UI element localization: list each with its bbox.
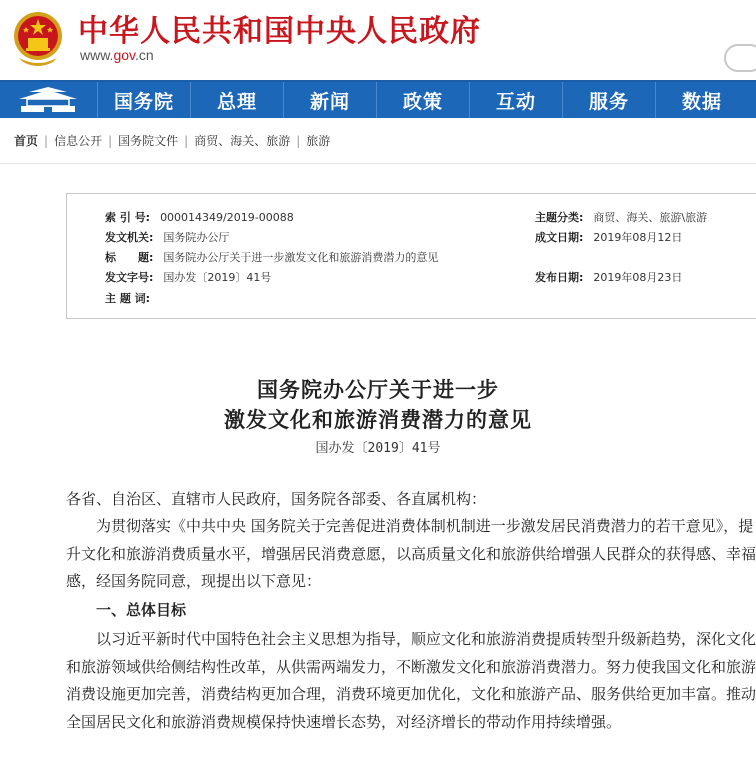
info-issuer-label: 发文机关: <box>105 231 154 244</box>
breadcrumb-home[interactable]: 首页 <box>14 134 39 148</box>
breadcrumb <box>14 132 330 149</box>
nav-item-policy[interactable]: 政策 <box>376 82 469 118</box>
info-category-value: 商贸、海关、旅游\旅游 <box>593 211 708 224</box>
content-divider <box>0 163 756 164</box>
breadcrumb-trade-customs-tourism[interactable]: 商贸、海关、旅游 <box>194 134 291 148</box>
national-emblem-icon[interactable] <box>13 10 63 66</box>
info-published-label: 发布日期: <box>535 271 584 284</box>
info-index-label: 索 引 号: <box>105 211 151 224</box>
article-title-line1: 国务院办公厅关于进一步 <box>257 377 499 402</box>
info-category-row <box>535 209 707 225</box>
info-category-label: 主题分类: <box>535 211 584 224</box>
document-info-table <box>66 193 756 319</box>
breadcrumb-tourism[interactable]: 旅游 <box>306 134 331 148</box>
info-issuer-value: 国务院办公厅 <box>163 231 230 244</box>
article-intro: 为贯彻落实《中共中央 国务院关于完善促进消费体制机制进一步激发居民消费潜力的若干意见》，提升文化和旅游消费质量水平，增强居民消费意愿，以高质量文化和旅游供给增强人民群众的获得感、幸福感，经国务院同意，现提出以下意见： <box>66 517 756 590</box>
info-created-value: 2019年08月12日 <box>593 231 683 244</box>
info-subject-label: 主 题 词: <box>105 292 151 305</box>
breadcrumb-info-public[interactable]: 信息公开 <box>54 134 103 148</box>
info-index-row <box>105 209 294 225</box>
section-1-heading: 一、总体目标 <box>96 601 187 619</box>
nav-item-interaction[interactable]: 互动 <box>469 82 562 118</box>
nav-item-premier[interactable]: 总理 <box>190 82 283 118</box>
section-1-text: 以习近平新时代中国特色社会主义思想为指导，顺应文化和旅游消费提质转型升级新趋势，深化文化和旅游领域供给侧结构性改革，从供需两端发力，不断激发文化和旅游消费潜力。努力使我国文化和旅游消费设施更加完善，消费结构更加合理，消费环境更加优化，文化和旅游产品、服务供给更加丰富。推动全国居民文化和旅游消费规模保持快速增长态势，对经济增长的带动作用持续增强。 <box>66 630 756 731</box>
site-title[interactable]: 中华人民共和国中央人民政府 <box>78 14 481 49</box>
article-salutation: 各省、自治区、直辖市人民政府，国务院各部委、各直属机构： <box>66 490 487 508</box>
search-box[interactable] <box>724 44 756 72</box>
main-nav <box>0 80 756 118</box>
info-index-value: 000014349/2019-00088 <box>160 211 294 224</box>
info-title-label: 标 题: <box>105 251 154 264</box>
nav-item-data[interactable]: 数据 <box>655 82 756 118</box>
info-issuer-row <box>105 229 229 245</box>
article-title-line2: 激发文化和旅游消费潜力的意见 <box>224 407 532 432</box>
info-subject-row <box>105 290 160 306</box>
site-header <box>0 0 756 80</box>
nav-item-news[interactable]: 新闻 <box>283 82 376 118</box>
breadcrumb-state-council-docs[interactable]: 国务院文件 <box>118 134 179 148</box>
url-prefix: www. <box>80 47 114 63</box>
info-published-row <box>535 269 682 285</box>
info-title-value: 国务院办公厅关于进一步激发文化和旅游消费潜力的意见 <box>163 251 439 264</box>
nav-item-state-council[interactable]: 国务院 <box>97 82 190 118</box>
info-created-row <box>535 229 682 245</box>
breadcrumb-separator: | <box>184 134 189 148</box>
nav-home-logo[interactable] <box>0 82 96 118</box>
info-title-row <box>105 249 438 265</box>
url-suffix: .cn <box>135 47 154 63</box>
tiananmen-icon <box>13 86 83 114</box>
article-doc-number: 国办发〔2019〕41号 <box>315 441 441 456</box>
info-created-label: 成文日期: <box>535 231 584 244</box>
breadcrumb-separator: | <box>296 134 301 148</box>
nav-item-service[interactable]: 服务 <box>562 82 655 118</box>
info-docno-label: 发文字号: <box>105 271 154 284</box>
breadcrumb-separator: | <box>108 134 113 148</box>
info-published-value: 2019年08月23日 <box>593 271 683 284</box>
url-brand: gov <box>113 47 135 63</box>
info-docno-value: 国办发〔2019〕41号 <box>163 271 272 284</box>
breadcrumb-separator: | <box>44 134 49 148</box>
info-docno-row <box>105 269 271 285</box>
site-url[interactable] <box>80 47 154 63</box>
